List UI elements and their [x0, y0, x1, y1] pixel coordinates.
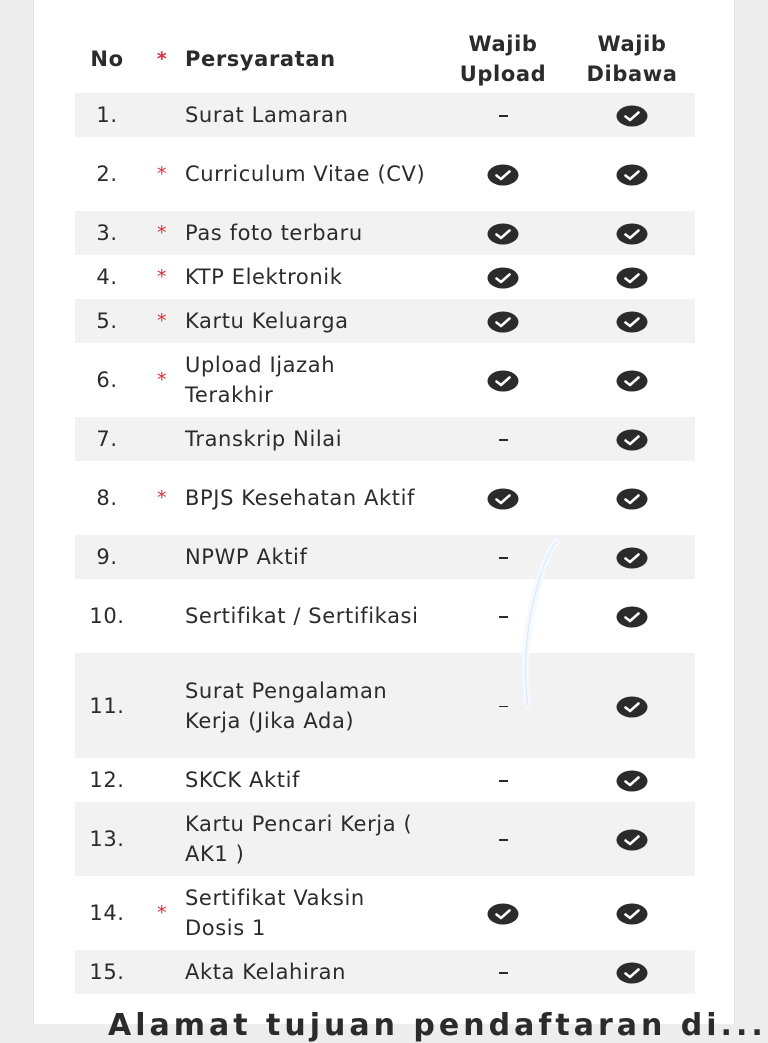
check-badge-icon — [616, 545, 648, 569]
row-number: 6. — [96, 368, 118, 392]
dash-icon — [499, 706, 508, 708]
row-number: 4. — [96, 265, 118, 289]
check-badge-icon — [616, 162, 648, 186]
bring-status — [569, 93, 695, 137]
required-mark — [139, 417, 185, 461]
table-row — [75, 758, 695, 802]
required-mark: * — [156, 222, 168, 244]
requirement-name: Kartu Keluarga — [185, 309, 349, 333]
table-row — [75, 93, 695, 137]
header-bring-line2: Dibawa — [586, 61, 678, 86]
required-mark: * — [156, 902, 168, 924]
header-upload — [437, 24, 569, 93]
check-badge-icon — [487, 901, 519, 925]
upload-status — [437, 93, 569, 137]
check-badge-icon — [616, 768, 648, 792]
table-row — [75, 876, 695, 950]
table-row — [75, 950, 695, 994]
table-header — [75, 24, 695, 93]
upload-status — [437, 417, 569, 461]
upload-status — [437, 137, 569, 211]
upload-status — [437, 802, 569, 876]
check-badge-icon — [616, 694, 648, 718]
requirement-name: Surat Pengalaman Kerja (Jika Ada) — [185, 678, 388, 733]
row-number: 14. — [89, 901, 125, 925]
required-mark: * — [156, 487, 168, 509]
table-row — [75, 802, 695, 876]
table-row — [75, 535, 695, 579]
table-body — [75, 93, 695, 994]
upload-status — [437, 579, 569, 653]
upload-status — [437, 211, 569, 255]
row-number: 9. — [96, 545, 118, 569]
bring-status — [569, 950, 695, 994]
header-upload-line1: Wajib — [468, 31, 538, 56]
requirement-name: Kartu Pencari Kerja ( AK1 ) — [185, 812, 413, 866]
required-mark — [139, 579, 185, 653]
bring-status — [569, 299, 695, 343]
check-badge-icon — [616, 221, 648, 245]
row-number: 1. — [96, 103, 118, 127]
bring-status — [569, 653, 695, 758]
table-row — [75, 579, 695, 653]
row-number: 8. — [96, 486, 118, 510]
row-number: 7. — [96, 427, 118, 451]
requirement-name: NPWP Aktif — [185, 545, 308, 569]
check-badge-icon — [616, 486, 648, 510]
next-section-heading: Alamat tujuan pendaftaran di... — [108, 1008, 767, 1043]
check-badge-icon — [616, 604, 648, 628]
bring-status — [569, 876, 695, 950]
header-requirement: Persyaratan — [185, 46, 336, 71]
bring-status — [569, 579, 695, 653]
row-number: 15. — [89, 960, 125, 984]
table-row — [75, 299, 695, 343]
check-badge-icon — [616, 103, 648, 127]
upload-status — [437, 343, 569, 417]
dash-icon — [499, 557, 508, 559]
bring-status — [569, 137, 695, 211]
row-number: 11. — [89, 693, 125, 718]
dash-icon — [499, 616, 508, 618]
check-badge-icon — [487, 265, 519, 289]
requirement-name: Curriculum Vitae (CV) — [185, 162, 426, 186]
table-row — [75, 211, 695, 255]
required-mark — [139, 535, 185, 579]
requirement-name: Pas foto terbaru — [185, 221, 363, 245]
upload-status — [437, 299, 569, 343]
row-number: 2. — [96, 162, 118, 186]
requirement-name: Sertifikat / Sertifikasi — [185, 604, 419, 628]
bring-status — [569, 802, 695, 876]
required-mark — [139, 93, 185, 137]
header-bring-line1: Wajib — [597, 31, 667, 56]
table-row — [75, 255, 695, 299]
dash-icon — [499, 780, 508, 782]
check-badge-icon — [616, 960, 648, 984]
upload-status — [437, 255, 569, 299]
dash-icon — [499, 115, 508, 117]
dash-icon — [499, 439, 508, 441]
required-mark — [139, 950, 185, 994]
check-badge-icon — [616, 827, 648, 851]
table-row — [75, 461, 695, 535]
check-badge-icon — [616, 368, 648, 392]
bring-status — [569, 758, 695, 802]
requirement-name: Upload Ijazah Terakhir — [185, 353, 336, 407]
table-row — [75, 417, 695, 461]
requirement-name: BPJS Kesehatan Aktif — [185, 486, 416, 510]
requirements-table — [75, 24, 695, 994]
table-row — [75, 343, 695, 417]
check-badge-icon — [487, 368, 519, 392]
required-mark — [139, 758, 185, 802]
check-badge-icon — [616, 427, 648, 451]
requirement-name: Surat Lamaran — [185, 103, 349, 127]
bring-status — [569, 343, 695, 417]
requirement-name: SKCK Aktif — [185, 768, 301, 792]
required-mark — [139, 802, 185, 876]
bring-status — [569, 461, 695, 535]
header-upload-line2: Upload — [459, 61, 547, 86]
row-number: 10. — [89, 604, 125, 628]
check-badge-icon — [487, 486, 519, 510]
bring-status — [569, 535, 695, 579]
row-number: 5. — [96, 309, 118, 333]
dash-icon — [499, 972, 508, 974]
requirement-name: KTP Elektronik — [185, 265, 343, 289]
upload-status — [437, 876, 569, 950]
upload-status — [437, 758, 569, 802]
check-badge-icon — [487, 309, 519, 333]
upload-status — [437, 653, 569, 758]
required-mark: * — [156, 266, 168, 288]
row-number: 3. — [96, 221, 118, 245]
check-badge-icon — [487, 221, 519, 245]
content-card — [33, 0, 767, 1043]
requirement-name: Sertifikat Vaksin Dosis 1 — [185, 886, 365, 940]
requirement-name: Transkrip Nilai — [185, 427, 343, 451]
required-mark — [139, 653, 185, 758]
required-mark: * — [156, 310, 168, 332]
bring-status — [569, 417, 695, 461]
bring-status — [569, 211, 695, 255]
upload-status — [437, 461, 569, 535]
check-badge-icon — [616, 265, 648, 289]
check-badge-icon — [487, 162, 519, 186]
check-badge-icon — [616, 901, 648, 925]
header-no: No — [90, 46, 124, 71]
header-required-mark: * — [156, 47, 168, 70]
upload-status — [437, 535, 569, 579]
dash-icon — [499, 839, 508, 841]
required-mark: * — [156, 369, 168, 391]
check-badge-icon — [616, 309, 648, 333]
table-row — [75, 653, 695, 758]
requirement-name: Akta Kelahiran — [185, 960, 347, 984]
header-bring — [569, 24, 695, 93]
row-number: 12. — [89, 768, 125, 792]
row-number: 13. — [89, 827, 125, 851]
upload-status — [437, 950, 569, 994]
bring-status — [569, 255, 695, 299]
required-mark: * — [156, 163, 168, 185]
table-row — [75, 137, 695, 211]
